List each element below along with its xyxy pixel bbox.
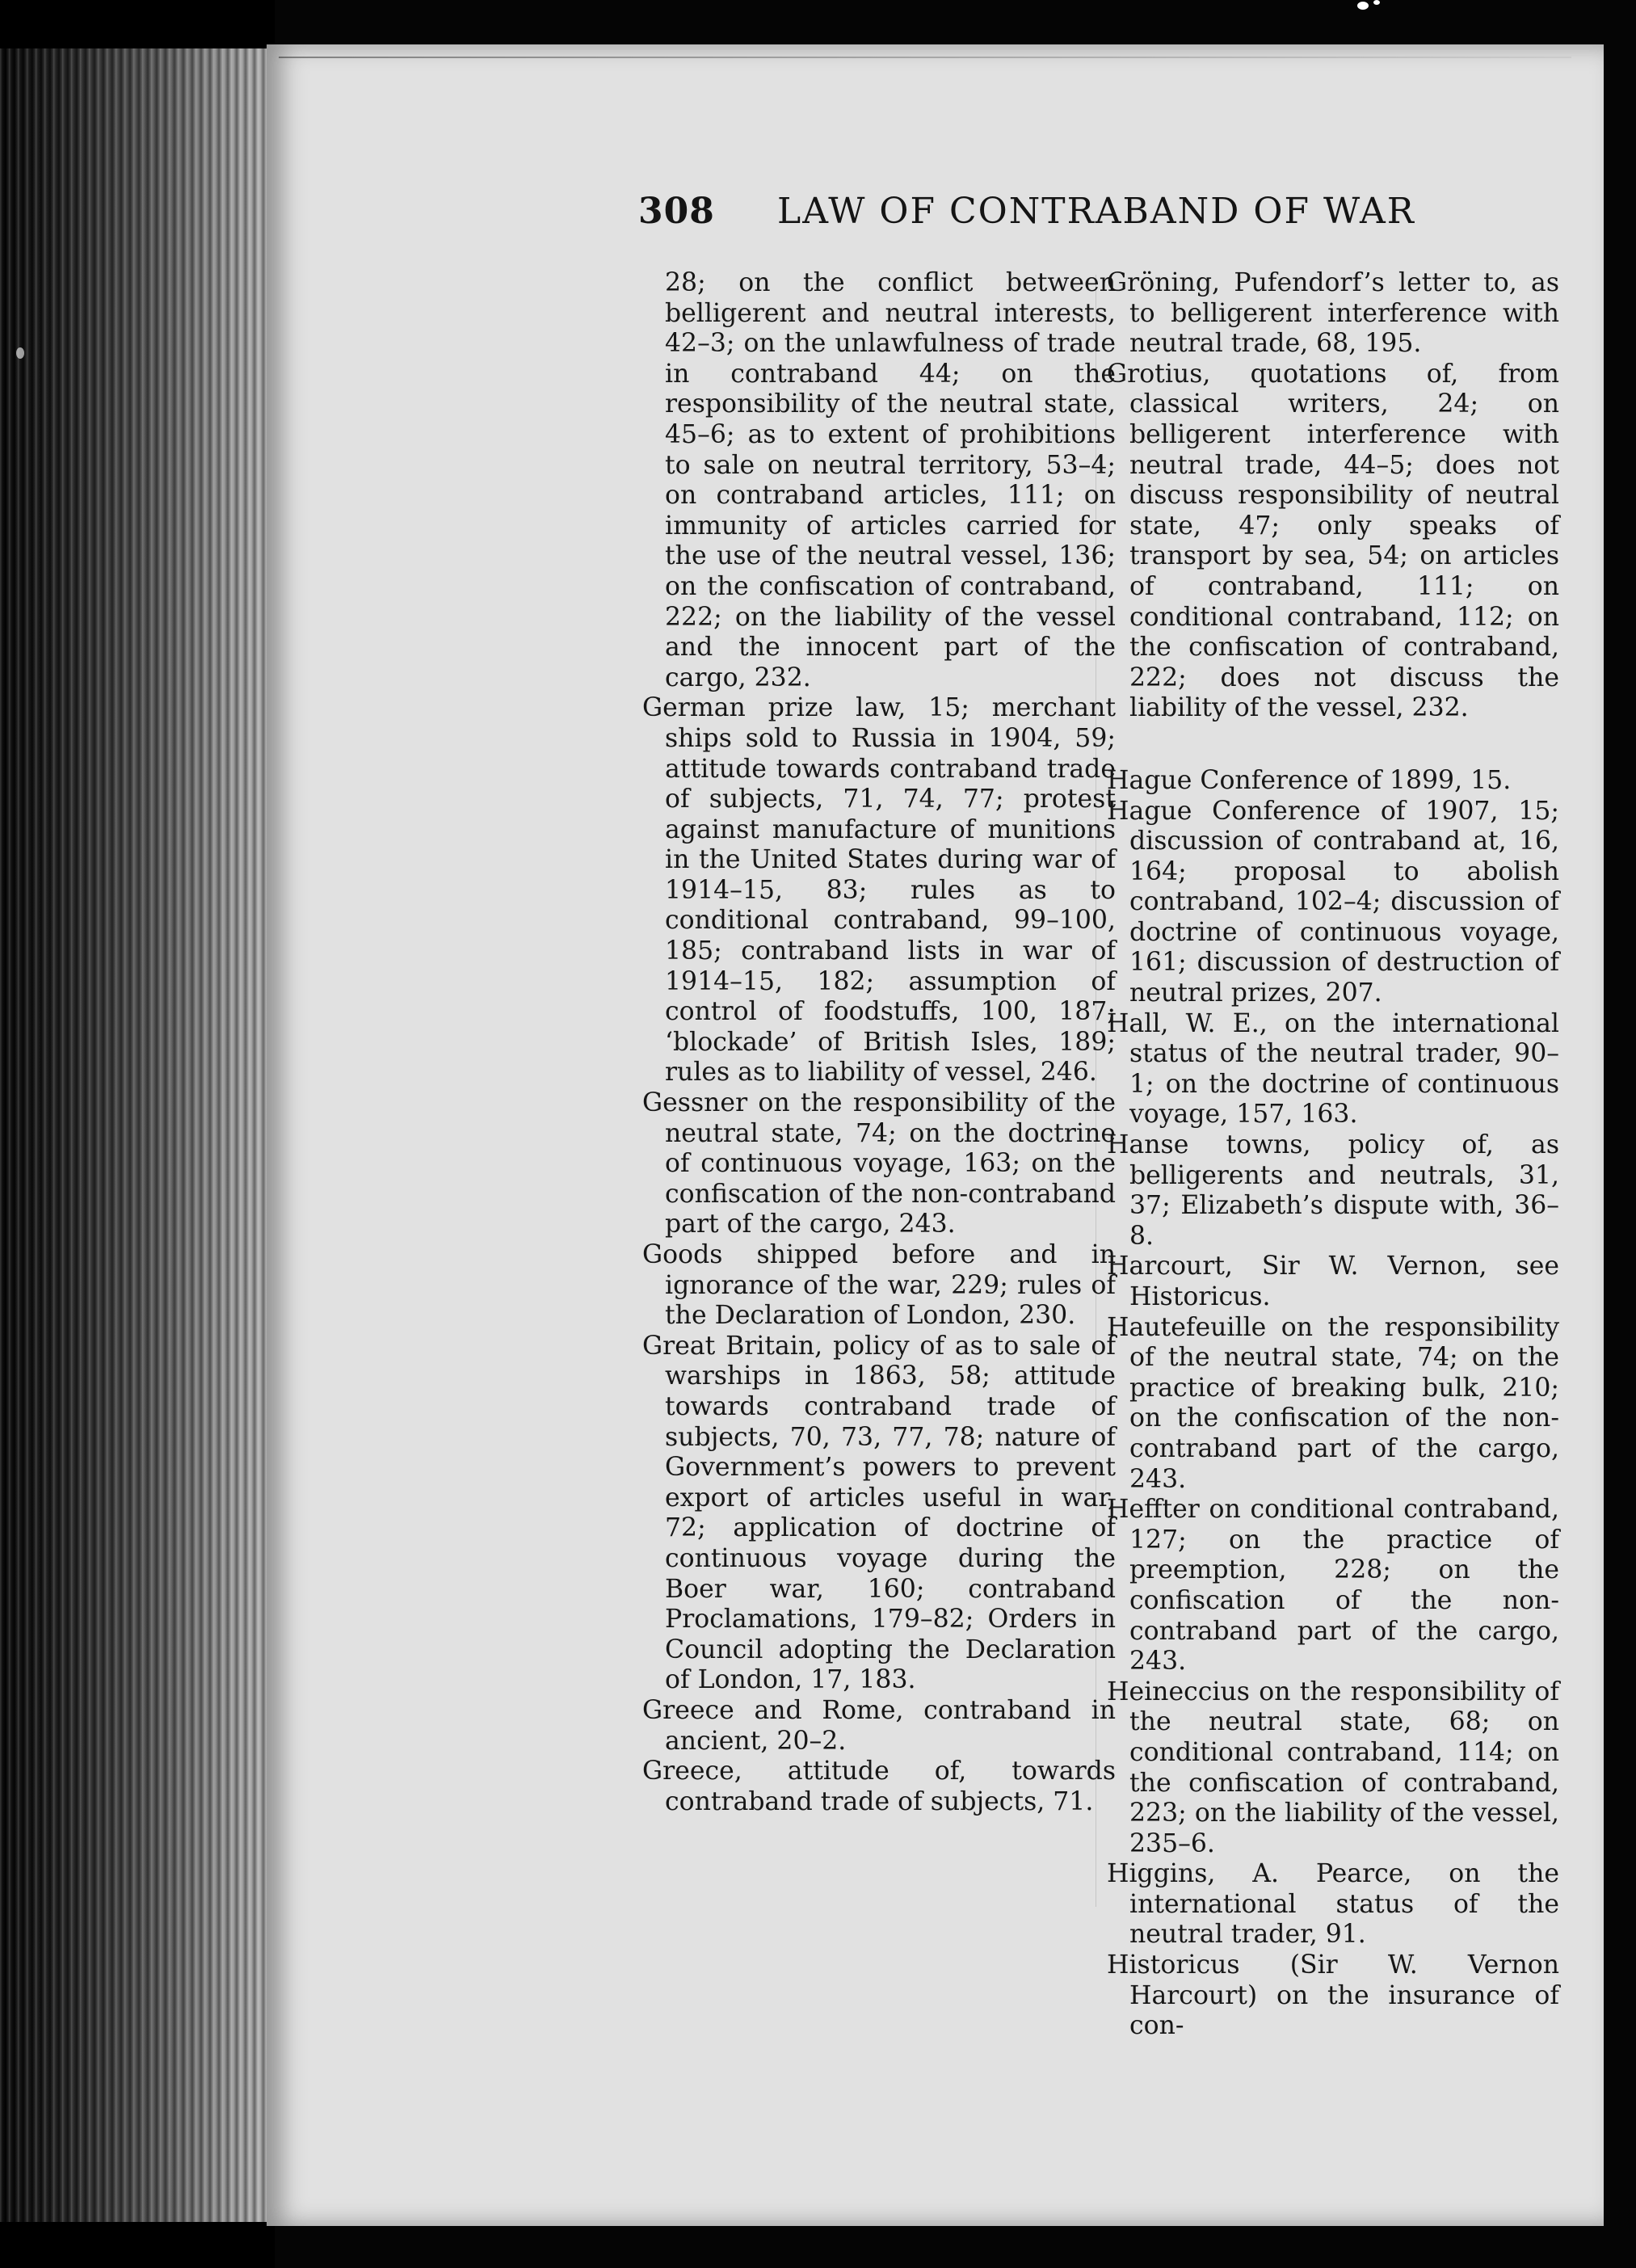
index-entry: Hautefeuille on the responsibility of the neutral state, 74; on the practice of breaking bulk, 210; on the confiscation of the non-contraband part of the cargo, 243. [1107, 1312, 1559, 1494]
index-entry: 28; on the conflict between belligerent and neutral interests, 42–3; on the unlawfulness of trade in contraband 44; on the responsibility of the neutral state, 45–6; as to extent of prohibitions to sale on neutral territory, 53–4; on contraband articles, 111; on immunity of articles carried for the use of the neutral vessel, 136; on the confiscation of contraband, 222; on the liability of the vessel and the innocent part of the cargo, 232. [665, 268, 1116, 692]
index-entry: Harcourt, Sir W. Vernon, see Historicus. [1107, 1252, 1559, 1311]
index-entry: Hanse towns, policy of, as belligerents and neutrals, 31, 37; Elizabeth’s dispute with, 36–8. [1107, 1130, 1559, 1251]
index-entry: Heineccius on the responsibility of the neutral state, 68; on conditional contraband, 114; on the confiscation of contraband, 223; on the liability of the vessel, 235–6. [1107, 1677, 1559, 1858]
index-entry: Greece, attitude of, towards contraband trade of subjects, 71. [642, 1757, 1116, 1816]
page-header [638, 191, 1415, 247]
index-entry: Great Britain, policy of as to sale of warships in 1863, 58; attitude towards contraband trade of subjects, 70, 73, 77, 78; nature of Government’s powers to prevent export of articles useful in war, 72; application of doctrine of continuous voyage during the Boer war, 160; contraband Proclamations, 179–82; Orders in Council adopting the Declaration of London, 17, 183. [642, 1331, 1116, 1695]
index-entry: German prize law, 15; merchant ships sold to Russia in 1904, 59; attitude towards contraband trade of subjects, 71, 74, 77; protest against manufacture of munitions in the United States during war of 1914–15, 83; rules as to conditional contraband, 99–100, 185; contraband lists in war of 1914–15, 182; assumption of control of foodstuffs, 100, 187; ‘blockade’ of British Isles, 189; rules as to liability of vessel, 246. [642, 693, 1116, 1088]
index-entry: Gessner on the responsibility of the neutral state, 74; on the doctrine of continuous voyage, 163; on the confiscation of the non-contraband part of the cargo, 243. [642, 1088, 1116, 1239]
scan-border-bottom [0, 2222, 275, 2268]
index-entry: Gröning, Pufendorf’s letter to, as to belligerent interference with neutral trade, 68, 195. [1107, 268, 1559, 359]
page-top-edge [279, 57, 1571, 58]
index-column-left [642, 268, 1116, 1817]
index-entry: Hall, W. E., on the international status of the neutral trader, 90–1; on the doctrine of continuous voyage, 157, 163. [1107, 1008, 1559, 1130]
letter-section-gap [1107, 724, 1559, 766]
index-entry: Grotius, quotations of, from classical writers, 24; on belligerent interference with neutral trade, 44–5; does not discuss responsibility of neutral state, 47; only speaks of transport by sea, 54; on articles of contraband, 111; on conditional contraband, 112; on the confiscation of contraband, 222; does not discuss the liability of the vessel, 232. [1107, 359, 1559, 723]
index-entry: Greece and Rome, contraband in ancient, 20–2. [642, 1695, 1116, 1756]
index-entry: Historicus (Sir W. Vernon Harcourt) on the insurance of con- [1107, 1950, 1559, 2041]
scan-speck [1357, 2, 1369, 10]
index-column-right [1107, 268, 1559, 2042]
scan-speck [16, 347, 24, 359]
index-entry: Higgins, A. Pearce, on the international status of the neutral trader, 91. [1107, 1859, 1559, 1950]
page-number: 308 [638, 191, 715, 232]
index-entry: Goods shipped before and in ignorance of the war, 229; rules of the Declaration of London, 230. [642, 1240, 1116, 1331]
index-entry: Hague Conference of 1899, 15. [1107, 765, 1512, 795]
running-title: LAW OF CONTRABAND OF WAR [777, 191, 1415, 232]
book-spine-edge [0, 0, 275, 2268]
index-entry: Heffter on conditional contraband, 127; on the practice of preemption, 228; on the confiscation of the non-contraband part of the cargo, 243. [1107, 1495, 1559, 1677]
scan-border-top [0, 0, 275, 48]
index-entry: Hague Conference of 1907, 15; discussion of contraband at, 16, 164; proposal to abolish contraband, 102–4; discussion of doctrine of continuous voyage, 161; discussion of destruction of neutral prizes, 207. [1107, 796, 1559, 1008]
scan-speck [1373, 0, 1380, 5]
